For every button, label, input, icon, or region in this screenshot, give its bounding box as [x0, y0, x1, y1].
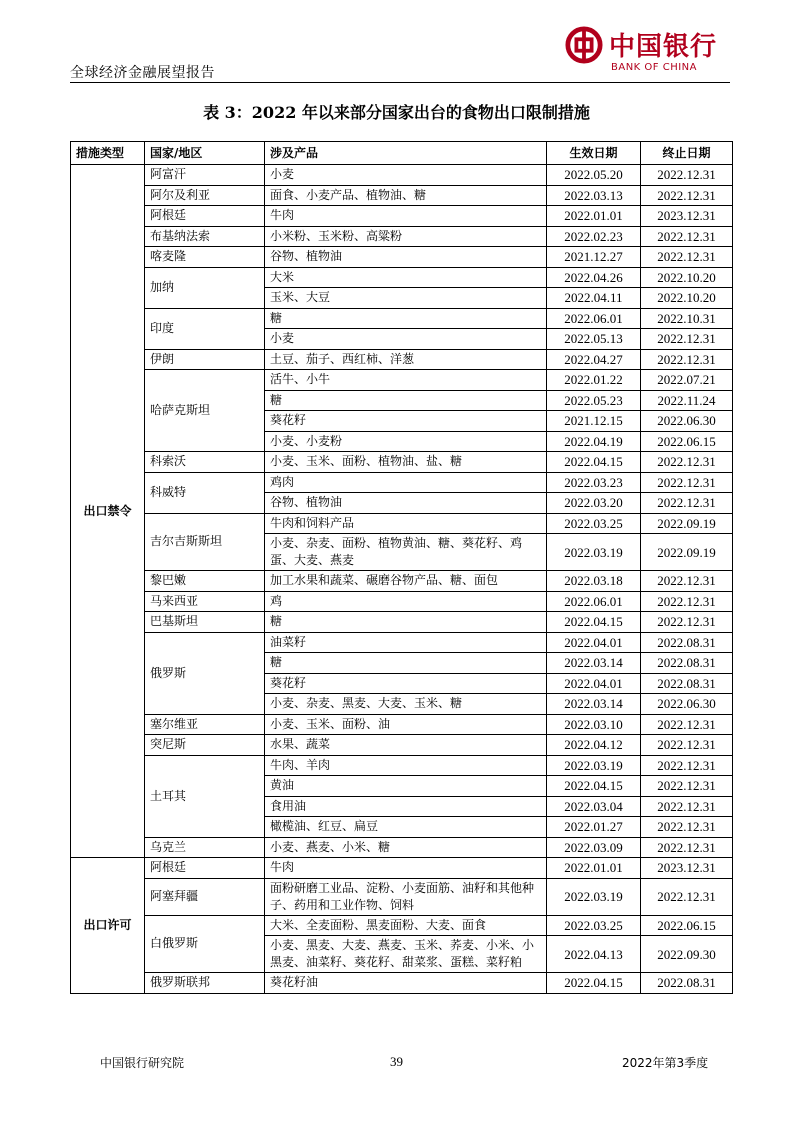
country-cell: 阿根廷 — [145, 206, 265, 227]
end-date-cell: 2022.09.30 — [641, 936, 733, 973]
table-row — [71, 513, 733, 534]
start-date-cell: 2022.04.15 — [547, 452, 641, 473]
end-date-cell: 2022.12.31 — [641, 776, 733, 797]
footer-page-number: 39 — [390, 1054, 403, 1069]
product-cell: 糖 — [265, 653, 547, 674]
start-date-cell: 2022.05.23 — [547, 390, 641, 411]
product-cell: 小麦 — [265, 329, 547, 350]
table-row — [71, 185, 733, 206]
start-date-cell: 2022.04.13 — [547, 936, 641, 973]
country-cell: 塞尔维亚 — [145, 714, 265, 735]
end-date-cell: 2022.06.15 — [641, 915, 733, 936]
product-cell: 活牛、小牛 — [265, 370, 547, 391]
country-cell: 哈萨克斯坦 — [145, 370, 265, 452]
end-date-cell: 2022.12.31 — [641, 837, 733, 858]
end-date-cell: 2022.12.31 — [641, 452, 733, 473]
table-row — [71, 973, 733, 994]
end-date-cell: 2022.08.31 — [641, 673, 733, 694]
start-date-cell: 2022.01.27 — [547, 817, 641, 838]
country-cell: 巴基斯坦 — [145, 612, 265, 633]
start-date-cell: 2022.03.19 — [547, 534, 641, 571]
start-date-cell: 2022.05.13 — [547, 329, 641, 350]
table-row — [71, 714, 733, 735]
table-row — [71, 165, 733, 186]
product-cell: 黄油 — [265, 776, 547, 797]
end-date-cell: 2023.12.31 — [641, 206, 733, 227]
product-cell: 食用油 — [265, 796, 547, 817]
end-date-cell: 2022.08.31 — [641, 973, 733, 994]
end-date-cell: 2022.12.31 — [641, 571, 733, 592]
table-row — [71, 349, 733, 370]
start-date-cell: 2022.03.20 — [547, 493, 641, 514]
start-date-cell: 2022.04.01 — [547, 673, 641, 694]
country-cell: 喀麦隆 — [145, 247, 265, 268]
product-cell: 油菜籽 — [265, 632, 547, 653]
footer-organization: 中国银行研究院 — [100, 1056, 185, 1070]
country-cell: 布基纳法索 — [145, 226, 265, 247]
table-row — [71, 472, 733, 493]
start-date-cell: 2022.04.19 — [547, 431, 641, 452]
country-cell: 吉尔吉斯斯坦 — [145, 513, 265, 571]
product-cell: 土豆、茄子、西红柿、洋葱 — [265, 349, 547, 370]
start-date-cell: 2022.03.23 — [547, 472, 641, 493]
product-cell: 小麦、小麦粉 — [265, 431, 547, 452]
start-date-cell: 2022.03.25 — [547, 915, 641, 936]
country-cell: 白俄罗斯 — [145, 915, 265, 973]
product-cell: 葵花籽油 — [265, 973, 547, 994]
end-date-cell: 2022.12.31 — [641, 493, 733, 514]
product-cell: 小麦、玉米、面粉、植物油、盐、糖 — [265, 452, 547, 473]
end-date-cell: 2022.12.31 — [641, 472, 733, 493]
column-header-end-date: 终止日期 — [641, 142, 733, 165]
country-cell: 土耳其 — [145, 755, 265, 837]
end-date-cell: 2022.12.31 — [641, 714, 733, 735]
end-date-cell: 2022.12.31 — [641, 612, 733, 633]
table-row — [71, 735, 733, 756]
end-date-cell: 2022.06.30 — [641, 411, 733, 432]
measure-type-cell: 出口许可 — [71, 858, 145, 994]
product-cell: 牛肉和饲料产品 — [265, 513, 547, 534]
start-date-cell: 2022.04.15 — [547, 776, 641, 797]
product-cell: 大米、全麦面粉、黑麦面粉、大麦、面食 — [265, 915, 547, 936]
start-date-cell: 2022.06.01 — [547, 308, 641, 329]
end-date-cell: 2022.08.31 — [641, 653, 733, 674]
product-cell: 小麦、杂麦、面粉、植物黄油、糖、葵花籽、鸡蛋、大麦、燕麦 — [265, 534, 547, 571]
end-date-cell: 2022.12.31 — [641, 165, 733, 186]
product-cell: 糖 — [265, 612, 547, 633]
end-date-cell: 2022.09.19 — [641, 513, 733, 534]
end-date-cell: 2022.10.20 — [641, 267, 733, 288]
product-cell: 鸡 — [265, 591, 547, 612]
column-header-country: 国家/地区 — [145, 142, 265, 165]
table-row — [71, 308, 733, 329]
end-date-cell: 2022.12.31 — [641, 247, 733, 268]
start-date-cell: 2022.03.19 — [547, 755, 641, 776]
end-date-cell: 2022.12.31 — [641, 226, 733, 247]
product-cell: 水果、蔬菜 — [265, 735, 547, 756]
product-cell: 小麦 — [265, 165, 547, 186]
product-cell: 面粉研磨工业品、淀粉、小麦面筋、油籽和其他种子、药用和工业作物、饲料 — [265, 878, 547, 915]
table-title: 表 3：2022 年以来部分国家出台的食物出口限制措施 — [203, 103, 590, 122]
start-date-cell: 2022.03.18 — [547, 571, 641, 592]
table-row — [71, 915, 733, 936]
start-date-cell: 2022.05.20 — [547, 165, 641, 186]
end-date-cell: 2022.06.15 — [641, 431, 733, 452]
table-header-row — [71, 142, 733, 165]
end-date-cell: 2022.12.31 — [641, 591, 733, 612]
measure-type-cell: 出口禁令 — [71, 165, 145, 858]
country-cell: 阿富汗 — [145, 165, 265, 186]
product-cell: 糖 — [265, 308, 547, 329]
product-cell: 小麦、杂麦、黑麦、大麦、玉米、糖 — [265, 694, 547, 715]
start-date-cell: 2022.03.25 — [547, 513, 641, 534]
start-date-cell: 2022.04.15 — [547, 612, 641, 633]
table-row — [71, 612, 733, 633]
table-row — [71, 226, 733, 247]
product-cell: 小麦、玉米、面粉、油 — [265, 714, 547, 735]
table-row — [71, 632, 733, 653]
start-date-cell: 2022.01.01 — [547, 858, 641, 879]
table-row — [71, 591, 733, 612]
table-row — [71, 837, 733, 858]
start-date-cell: 2022.04.15 — [547, 973, 641, 994]
end-date-cell: 2022.12.31 — [641, 755, 733, 776]
product-cell: 小麦、燕麦、小米、糖 — [265, 837, 547, 858]
end-date-cell: 2022.08.31 — [641, 632, 733, 653]
end-date-cell: 2022.12.31 — [641, 735, 733, 756]
start-date-cell: 2022.03.14 — [547, 653, 641, 674]
start-date-cell: 2022.04.12 — [547, 735, 641, 756]
product-cell: 糖 — [265, 390, 547, 411]
logo-chinese-name: 中国银行 — [609, 32, 718, 62]
end-date-cell: 2022.12.31 — [641, 878, 733, 915]
table-row — [71, 755, 733, 776]
table-body — [71, 165, 733, 994]
country-cell: 伊朗 — [145, 349, 265, 370]
product-cell: 牛肉 — [265, 858, 547, 879]
end-date-cell: 2022.12.31 — [641, 796, 733, 817]
column-header-products: 涉及产品 — [265, 142, 547, 165]
country-cell: 突尼斯 — [145, 735, 265, 756]
start-date-cell: 2022.01.22 — [547, 370, 641, 391]
end-date-cell: 2022.06.30 — [641, 694, 733, 715]
table-row — [71, 858, 733, 879]
table-row — [71, 370, 733, 391]
country-cell: 科索沃 — [145, 452, 265, 473]
report-title: 全球经济金融展望报告 — [70, 65, 215, 81]
export-restrictions-table — [70, 141, 733, 994]
start-date-cell: 2022.03.14 — [547, 694, 641, 715]
start-date-cell: 2021.12.15 — [547, 411, 641, 432]
end-date-cell: 2022.10.31 — [641, 308, 733, 329]
start-date-cell: 2022.04.26 — [547, 267, 641, 288]
end-date-cell: 2022.09.19 — [641, 534, 733, 571]
product-cell: 谷物、植物油 — [265, 493, 547, 514]
product-cell: 葵花籽 — [265, 411, 547, 432]
bank-logo — [565, 22, 725, 82]
end-date-cell: 2022.12.31 — [641, 817, 733, 838]
product-cell: 鸡肉 — [265, 472, 547, 493]
country-cell: 加纳 — [145, 267, 265, 308]
country-cell: 阿塞拜疆 — [145, 878, 265, 915]
table-row — [71, 206, 733, 227]
end-date-cell: 2022.12.31 — [641, 329, 733, 350]
table-row — [71, 247, 733, 268]
product-cell: 橄榄油、红豆、扁豆 — [265, 817, 547, 838]
start-date-cell: 2022.03.10 — [547, 714, 641, 735]
start-date-cell: 2022.03.04 — [547, 796, 641, 817]
country-cell: 俄罗斯 — [145, 632, 265, 714]
product-cell: 面食、小麦产品、植物油、糖 — [265, 185, 547, 206]
header-divider — [70, 82, 730, 83]
table-row — [71, 878, 733, 915]
start-date-cell: 2022.04.27 — [547, 349, 641, 370]
table-row — [71, 571, 733, 592]
country-cell: 乌克兰 — [145, 837, 265, 858]
country-cell: 阿尔及利亚 — [145, 185, 265, 206]
start-date-cell: 2021.12.27 — [547, 247, 641, 268]
country-cell: 印度 — [145, 308, 265, 349]
logo-english-name: BANK OF CHINA — [611, 62, 697, 73]
column-header-measure: 措施类型 — [71, 142, 145, 165]
country-cell: 黎巴嫩 — [145, 571, 265, 592]
product-cell: 小麦、黑麦、大麦、燕麦、玉米、荞麦、小米、小黑麦、油菜籽、葵花籽、甜菜浆、蛋糕、菜籽粕 — [265, 936, 547, 973]
start-date-cell: 2022.06.01 — [547, 591, 641, 612]
product-cell: 牛肉 — [265, 206, 547, 227]
start-date-cell: 2022.01.01 — [547, 206, 641, 227]
end-date-cell: 2022.12.31 — [641, 349, 733, 370]
product-cell: 谷物、植物油 — [265, 247, 547, 268]
end-date-cell: 2022.11.24 — [641, 390, 733, 411]
start-date-cell: 2022.03.13 — [547, 185, 641, 206]
country-cell: 科威特 — [145, 472, 265, 513]
table-row — [71, 452, 733, 473]
start-date-cell: 2022.04.11 — [547, 288, 641, 309]
table-row — [71, 267, 733, 288]
product-cell: 葵花籽 — [265, 673, 547, 694]
start-date-cell: 2022.02.23 — [547, 226, 641, 247]
column-header-start-date: 生效日期 — [547, 142, 641, 165]
start-date-cell: 2022.03.09 — [547, 837, 641, 858]
end-date-cell: 2022.07.21 — [641, 370, 733, 391]
country-cell: 阿根廷 — [145, 858, 265, 879]
start-date-cell: 2022.03.19 — [547, 878, 641, 915]
country-cell: 马来西亚 — [145, 591, 265, 612]
footer-period: 2022年第3季度 — [622, 1056, 709, 1070]
product-cell: 加工水果和蔬菜、碾磨谷物产品、糖、面包 — [265, 571, 547, 592]
product-cell: 小米粉、玉米粉、高粱粉 — [265, 226, 547, 247]
end-date-cell: 2022.10.20 — [641, 288, 733, 309]
end-date-cell: 2023.12.31 — [641, 858, 733, 879]
product-cell: 大米 — [265, 267, 547, 288]
end-date-cell: 2022.12.31 — [641, 185, 733, 206]
product-cell: 玉米、大豆 — [265, 288, 547, 309]
bank-of-china-logo-icon — [565, 26, 603, 64]
start-date-cell: 2022.04.01 — [547, 632, 641, 653]
product-cell: 牛肉、羊肉 — [265, 755, 547, 776]
country-cell: 俄罗斯联邦 — [145, 973, 265, 994]
